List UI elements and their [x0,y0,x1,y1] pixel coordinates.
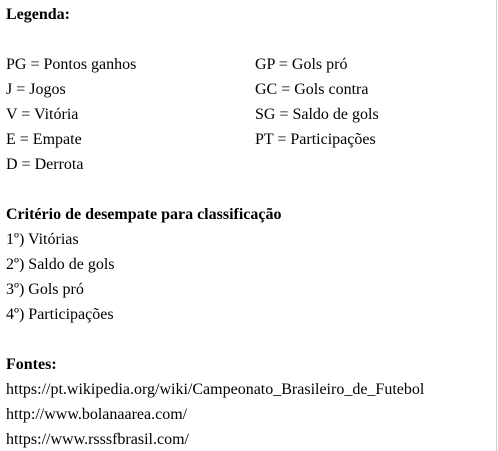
sources-title: Fontes: [6,356,57,373]
tiebreak-item-1: 1º) Vitórias [6,231,79,248]
source-link-wikipedia: https://pt.wikipedia.org/wiki/Campeonato_Brasileiro_de_Futebol [6,381,425,398]
legend-item-pg: PG = Pontos ganhos [6,56,137,73]
legend-title: Legenda: [6,6,70,23]
tiebreak-item-2: 2º) Saldo de gols [6,256,115,273]
legend-item-gc: GC = Gols contra [255,81,369,98]
source-link-rsssfbrasil: https://www.rsssfbrasil.com/ [6,431,189,448]
legend-item-e: E = Empate [6,131,82,148]
legend-item-v: V = Vitória [6,106,79,123]
legend-item-d: D = Derrota [6,156,84,173]
source-link-bolanaarea: http://www.bolanaarea.com/ [6,406,188,423]
legend-item-j: J = Jogos [6,81,66,98]
tiebreak-title: Critério de desempate para classificação [6,206,282,223]
tiebreak-item-4: 4º) Participações [6,306,114,323]
legend-item-gp: GP = Gols pró [255,56,348,73]
legend-item-sg: SG = Saldo de gols [255,106,379,123]
legend-item-pt: PT = Participações [255,131,376,148]
tiebreak-item-3: 3º) Gols pró [6,281,84,298]
